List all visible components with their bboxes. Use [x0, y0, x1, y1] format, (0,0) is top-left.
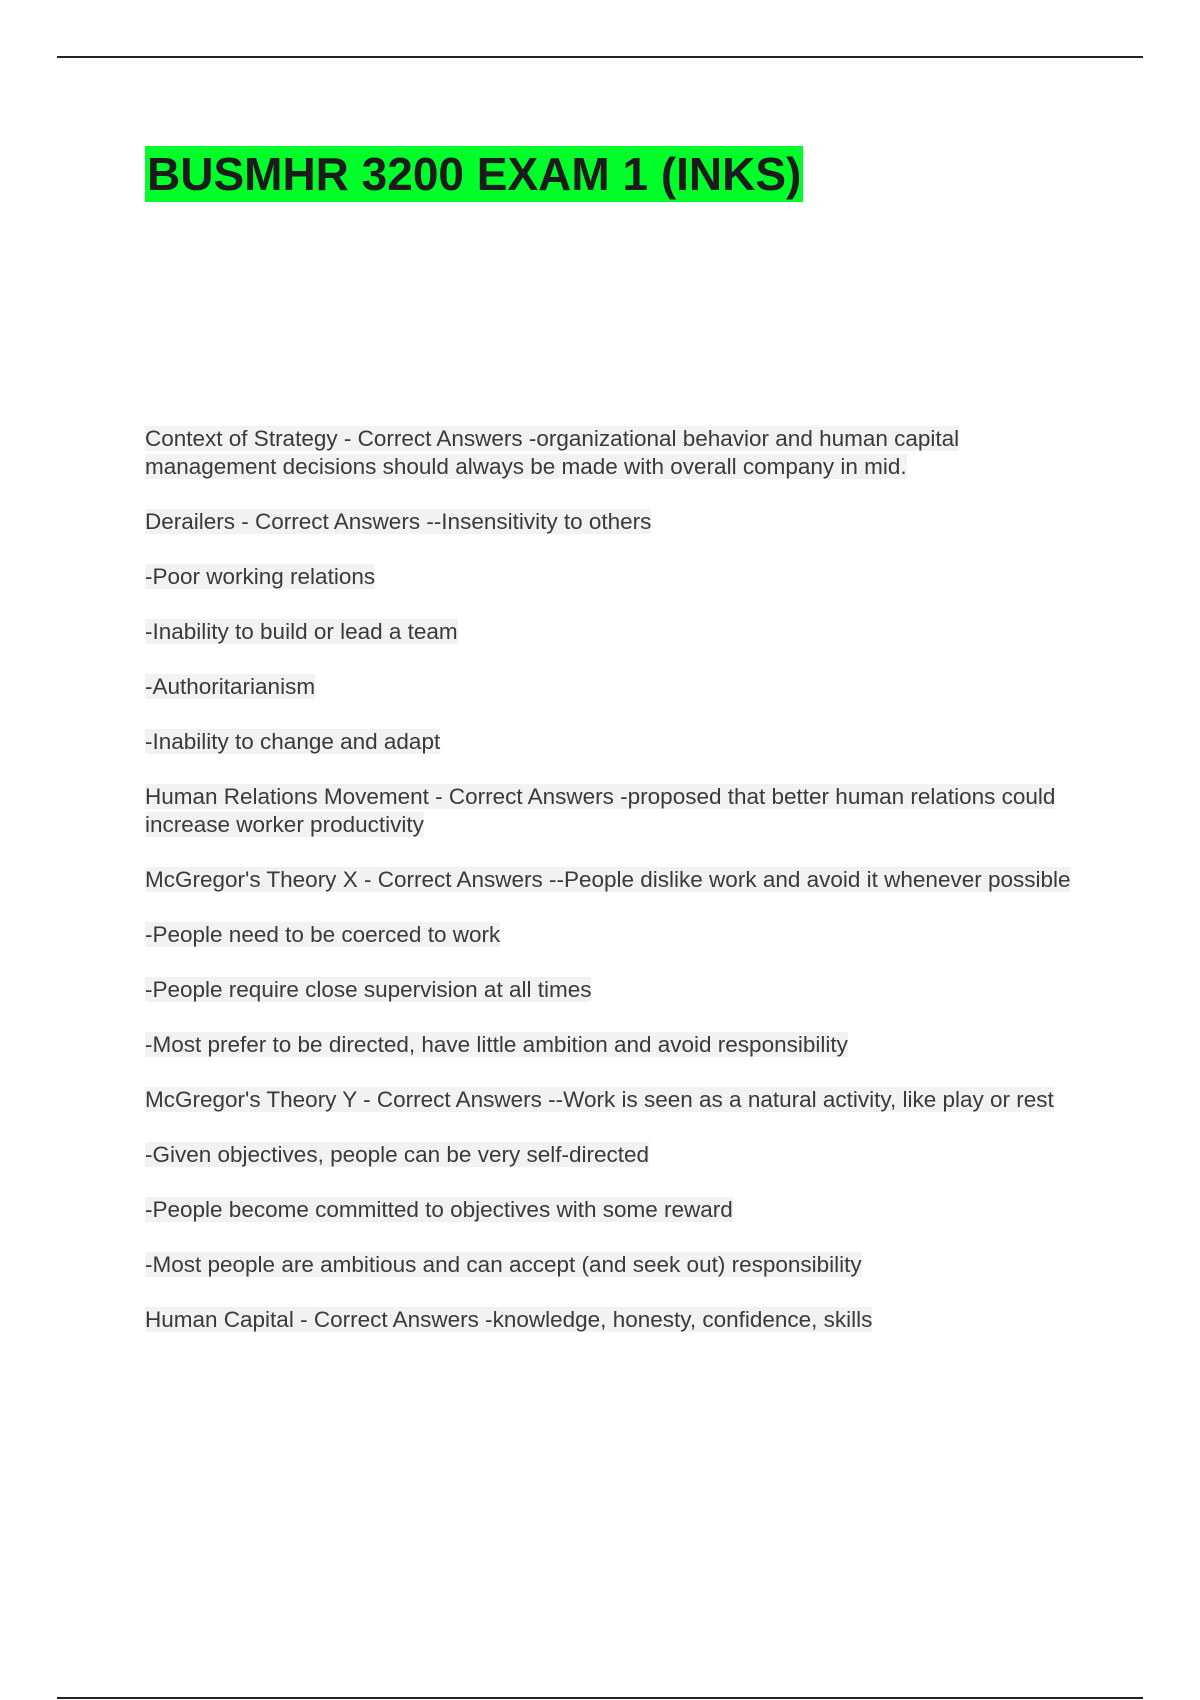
- paragraph: [145, 1306, 1095, 1334]
- paragraph: [145, 728, 1095, 756]
- paragraph-text: -Inability to build or lead a team: [145, 619, 458, 644]
- paragraph: [145, 921, 1095, 949]
- paragraph: [145, 1196, 1095, 1224]
- paragraph-text: Derailers - Correct Answers --Insensitivity to others: [145, 509, 652, 534]
- paragraph-text: -People need to be coerced to work: [145, 922, 501, 947]
- page-title: BUSMHR 3200 EXAM 1 (INKS): [147, 148, 802, 200]
- paragraph: [145, 866, 1095, 894]
- paragraph-text: -Most prefer to be directed, have little ambition and avoid responsibility: [145, 1032, 848, 1057]
- paragraph-text: Human Capital - Correct Answers -knowledge, honesty, confidence, skills: [145, 1307, 873, 1332]
- bottom-rule: [57, 1697, 1143, 1699]
- paragraph: [145, 1031, 1095, 1059]
- paragraph-text: -Poor working relations: [145, 564, 376, 589]
- paragraph: [145, 618, 1095, 646]
- paragraph: [145, 783, 1095, 839]
- paragraph-text: -Given objectives, people can be very self-directed: [145, 1142, 650, 1167]
- paragraph: [145, 563, 1095, 591]
- paragraph-text: McGregor's Theory X - Correct Answers --People dislike work and avoid it whenever possible: [145, 867, 1071, 892]
- paragraph: [145, 1251, 1095, 1279]
- paragraph-text: -Inability to change and adapt: [145, 729, 441, 754]
- paragraph-text: -People require close supervision at all times: [145, 977, 592, 1002]
- paragraph-text: -Most people are ambitious and can accept (and seek out) responsibility: [145, 1252, 862, 1277]
- document-body: [145, 425, 1095, 1361]
- title-block: [145, 146, 803, 202]
- paragraph: [145, 425, 1095, 481]
- paragraph: [145, 1141, 1095, 1169]
- paragraph-text: McGregor's Theory Y - Correct Answers --Work is seen as a natural activity, like play or rest: [145, 1087, 1054, 1112]
- paragraph: [145, 1086, 1095, 1114]
- paragraph-text: Human Relations Movement - Correct Answers -proposed that better human relations could increase worker productivity: [145, 784, 1056, 837]
- paragraph-text: -Authoritarianism: [145, 674, 316, 699]
- paragraph: [145, 976, 1095, 1004]
- top-rule: [57, 56, 1143, 58]
- paragraph: [145, 508, 1095, 536]
- paragraph: [145, 673, 1095, 701]
- paragraph-text: Context of Strategy - Correct Answers -organizational behavior and human capital management decisions should always be made with overall company in mid.: [145, 426, 960, 479]
- paragraph-text: -People become committed to objectives with some reward: [145, 1197, 733, 1222]
